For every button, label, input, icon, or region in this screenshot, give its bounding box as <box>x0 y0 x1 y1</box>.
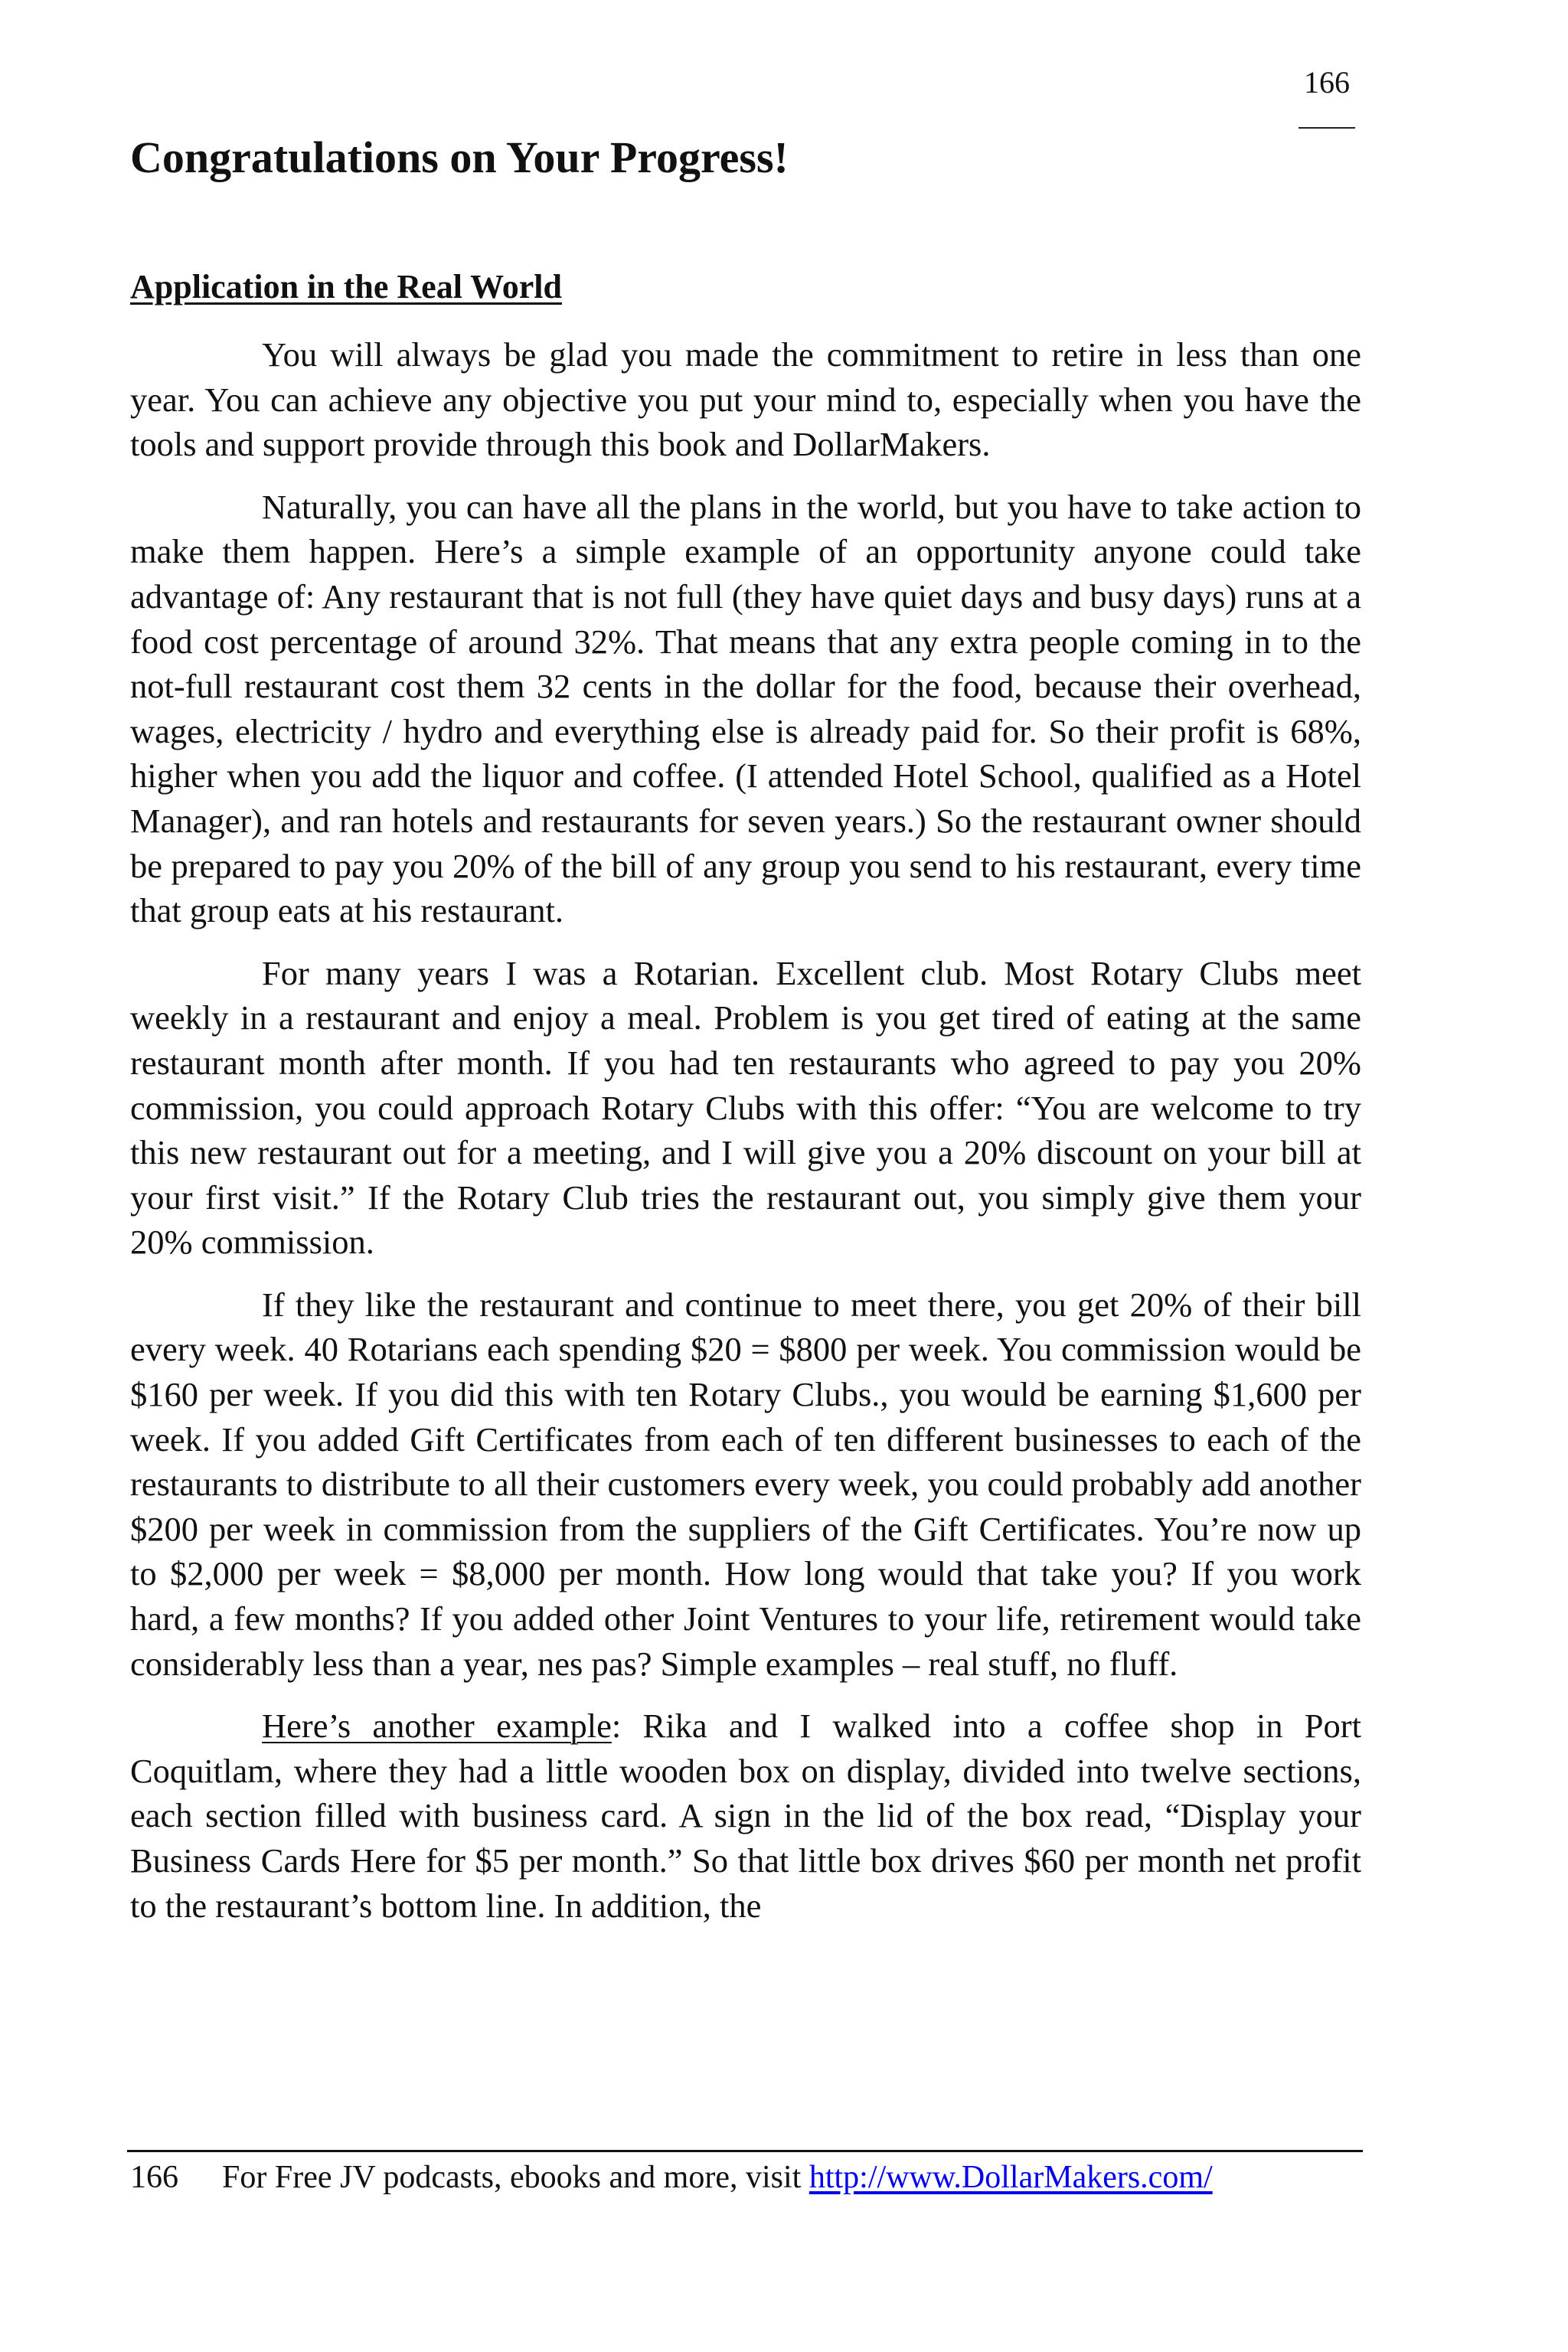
paragraph-2 <box>130 485 1361 933</box>
paragraph-5-lead: Here’s another example <box>262 1707 612 1746</box>
paragraph-4-text: If they like the restaurant and continue to meet there, you get 20% of their bill every week. 40 Rotarians each spending $20 = $800 per week. You commission would be $160 per week. If you did this with ten Rotary Clubs., you would be earning $1,600 per week. If you added Gift Certificates from each of ten different businesses to each of the restaurants to distribute to all their customers every week, you could probably add another $200 per week in commission from the suppliers of the Gift Certificates. You’re now up to $2,000 per week = $8,000 per month. How long would that take you? If you work hard, a few months? If you added other Joint Ventures to your life, retirement would take considerably less than a year, nes pas? Simple examples – real stuff, no fluff. <box>130 1285 1361 1683</box>
paragraph-4 <box>130 1282 1361 1686</box>
paragraph-3-text: For many years I was a Rotarian. Excellent club. Most Rotary Clubs meet weekly in a restaurant and enjoy a meal. Problem is you get tired of eating at the same restaurant month after month. If you had ten restaurants who agreed to pay you 20% commission, you could approach Rotary Clubs with this offer: “You are welcome to try this new restaurant out for a meeting, and I will give you a 20% discount on your bill at your first visit.” If the Rotary Club tries the restaurant out, you simply give them your 20% commission. <box>130 953 1361 1262</box>
footer-link[interactable]: http://www.DollarMakers.com/ <box>808 2160 1213 2195</box>
paragraph-5 <box>130 1704 1361 1928</box>
paragraph-1 <box>130 332 1361 467</box>
footer-page-number: 166 <box>130 2160 178 2195</box>
footer-text: For Free JV podcasts, ebooks and more, visit <box>222 2160 802 2195</box>
footer <box>130 2158 1213 2197</box>
paragraph-3 <box>130 951 1361 1265</box>
chapter-title: Congratulations on Your Progress! <box>130 132 789 182</box>
body-text <box>130 332 1361 1945</box>
header-page-number-rule <box>1298 127 1355 129</box>
paragraph-1-text: You will always be glad you made the commitment to retire in less than one year. You can achieve any objective you put your mind to, especially when you have the tools and support provide through this book and DollarMakers. <box>130 335 1361 464</box>
section-heading: Application in the Real World <box>130 268 562 305</box>
paragraph-2-text: Naturally, you can have all the plans in the world, but you have to take action to make them happen. Here’s a simple example of an opportunity anyone could take advantage of: Any restaurant that is not full (they have quiet days and busy days) runs at a food cost percentage of around 32%. That means that any extra people coming in to the not-full restaurant cost them 32 cents in the dollar for the food, because their overhead, wages, electricity / hydro and everything else is already paid for. So their profit is 68%, higher when you add the liquor and coffee. (I attended Hotel School, qualified as a Hotel Manager), and ran hotels and restaurants for seven years.) So the restaurant owner should be prepared to pay you 20% of the bill of any group you send to his restaurant, every time that group eats at his restaurant. <box>130 487 1361 930</box>
footer-rule <box>127 2150 1363 2152</box>
paragraph-5-text: : Rika and I walked into a coffee shop in Port Coquitlam, where they had a little wooden box on display, divided into twelve sections, each section filled with business card. A sign in the lid of the box read, “Display your Business Cards Here for $5 per month.” So that little box drives $60 per month net profit to the restaurant’s bottom line. In addition, the <box>130 1707 1361 1925</box>
header-page-number: 166 <box>1304 65 1350 100</box>
